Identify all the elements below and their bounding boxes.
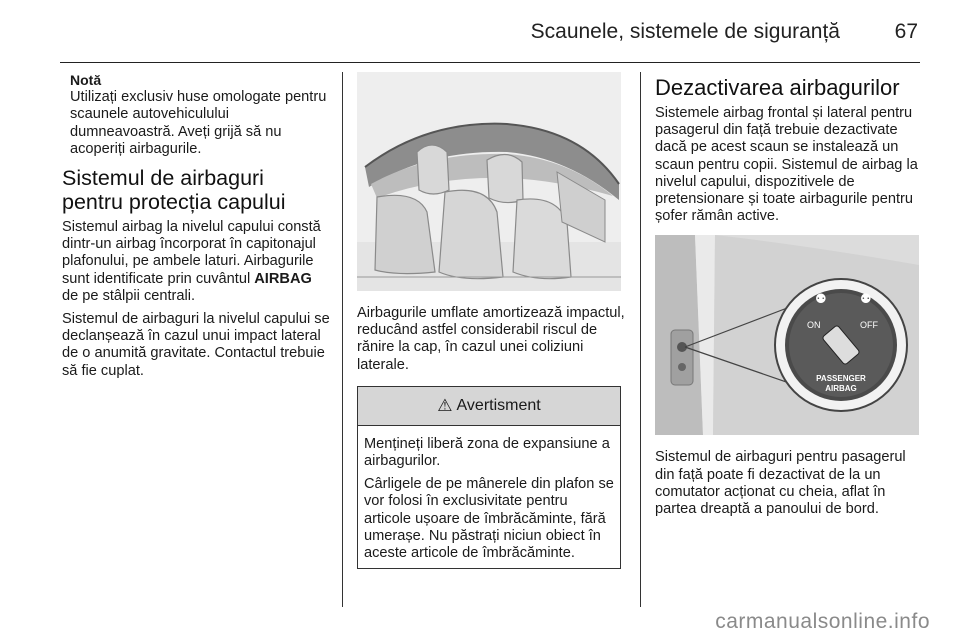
warning-box: [357, 386, 621, 569]
note-label: Notă: [70, 72, 102, 88]
car-interior-image: [357, 72, 621, 291]
warning-body: [358, 426, 620, 568]
column-middle: [357, 72, 625, 569]
warning-paragraph: Mențineți liberă zona de expansiune a airbagurilor.: [364, 435, 610, 470]
paragraph-text: Sistemul airbag la nivelul capului constă dintr-un airbag încorporat în capitonajul plafonului, pe ambele laturi. Airbagurile sunt identificate prin cuvântul: [62, 219, 321, 287]
warning-paragraph: Cârligele de pe mânerele din plafon se vor folosi în exclusivitate pentru articole ușoare de îmbrăcăminte, fără umerașe. Nu păstrați niciun obiect în aceste articole de îmbrăcăminte.: [364, 476, 614, 562]
switch-label-passenger: PASSENGER: [816, 374, 866, 384]
section-heading-head-airbags: Sistemul de airbaguri pentru protecția capului: [62, 166, 286, 215]
paragraph-head-airbag-system: [62, 219, 330, 305]
switch-off-label: OFF: [860, 320, 878, 331]
key-switch-image: [655, 235, 919, 435]
paragraph-deployment: Sistemul de airbaguri la nivelul capului se declanșează în cazul unui impact lateral de o anumită gravitate. Contactul trebuie să fie cuplat.: [62, 311, 330, 379]
page-number: 67: [894, 20, 918, 43]
column-right: [655, 72, 923, 524]
switch-on-icon: ⚉: [815, 291, 827, 307]
page-title: Scaunele, sistemele de siguranță: [530, 20, 840, 43]
figure-caption: Airbagurile umflate amortizează impactul, reducând astfel considerabil riscul de rănire la cap, în cazul unei coliziuni laterale.: [357, 305, 625, 373]
airbag-bold-word: AIRBAG: [254, 270, 312, 287]
paragraph-deactivation: Sistemele airbag frontal și lateral pentru pasagerul din față trebuie dezactivate dacă pe acest scaun se instalează un scaun pentru copii. Sistemul de airbag la nivelul capului, dispozitivele de pretensionare și toate airbagurile pentru șofer rămân active.: [655, 105, 918, 225]
warning-header: [358, 387, 620, 426]
page-header: [60, 0, 920, 63]
note-text: Utilizați exclusiv huse omologate pentru scaunele autovehiculului dumneavoastră. Aveți grijă să nu acoperiți airbagurile.: [70, 89, 327, 157]
warning-title: Avertisment: [456, 397, 541, 415]
warning-triangle-icon: ⚠: [437, 396, 453, 416]
paragraph-text: de pe stâlpii centrali.: [62, 287, 196, 304]
switch-label-airbag: AIRBAG: [825, 384, 857, 394]
switch-off-icon: ⚉: [860, 291, 872, 307]
column-divider-left: [342, 72, 343, 607]
switch-on-label: ON: [807, 320, 821, 331]
section-heading-deactivation: Dezactivarea airbagurilor: [655, 75, 900, 100]
head-airbag-illustration: [357, 72, 621, 291]
column-left: [62, 72, 330, 386]
watermark: carmanualsonline.info: [715, 610, 930, 633]
column-divider-right: [640, 72, 641, 607]
figure-caption: Sistemul de airbaguri pentru pasagerul din față poate fi dezactivat de la un comutator acționat cu cheia, aflat în partea dreaptă a panoului de bord.: [655, 449, 906, 518]
airbag-switch-illustration: [655, 235, 919, 435]
